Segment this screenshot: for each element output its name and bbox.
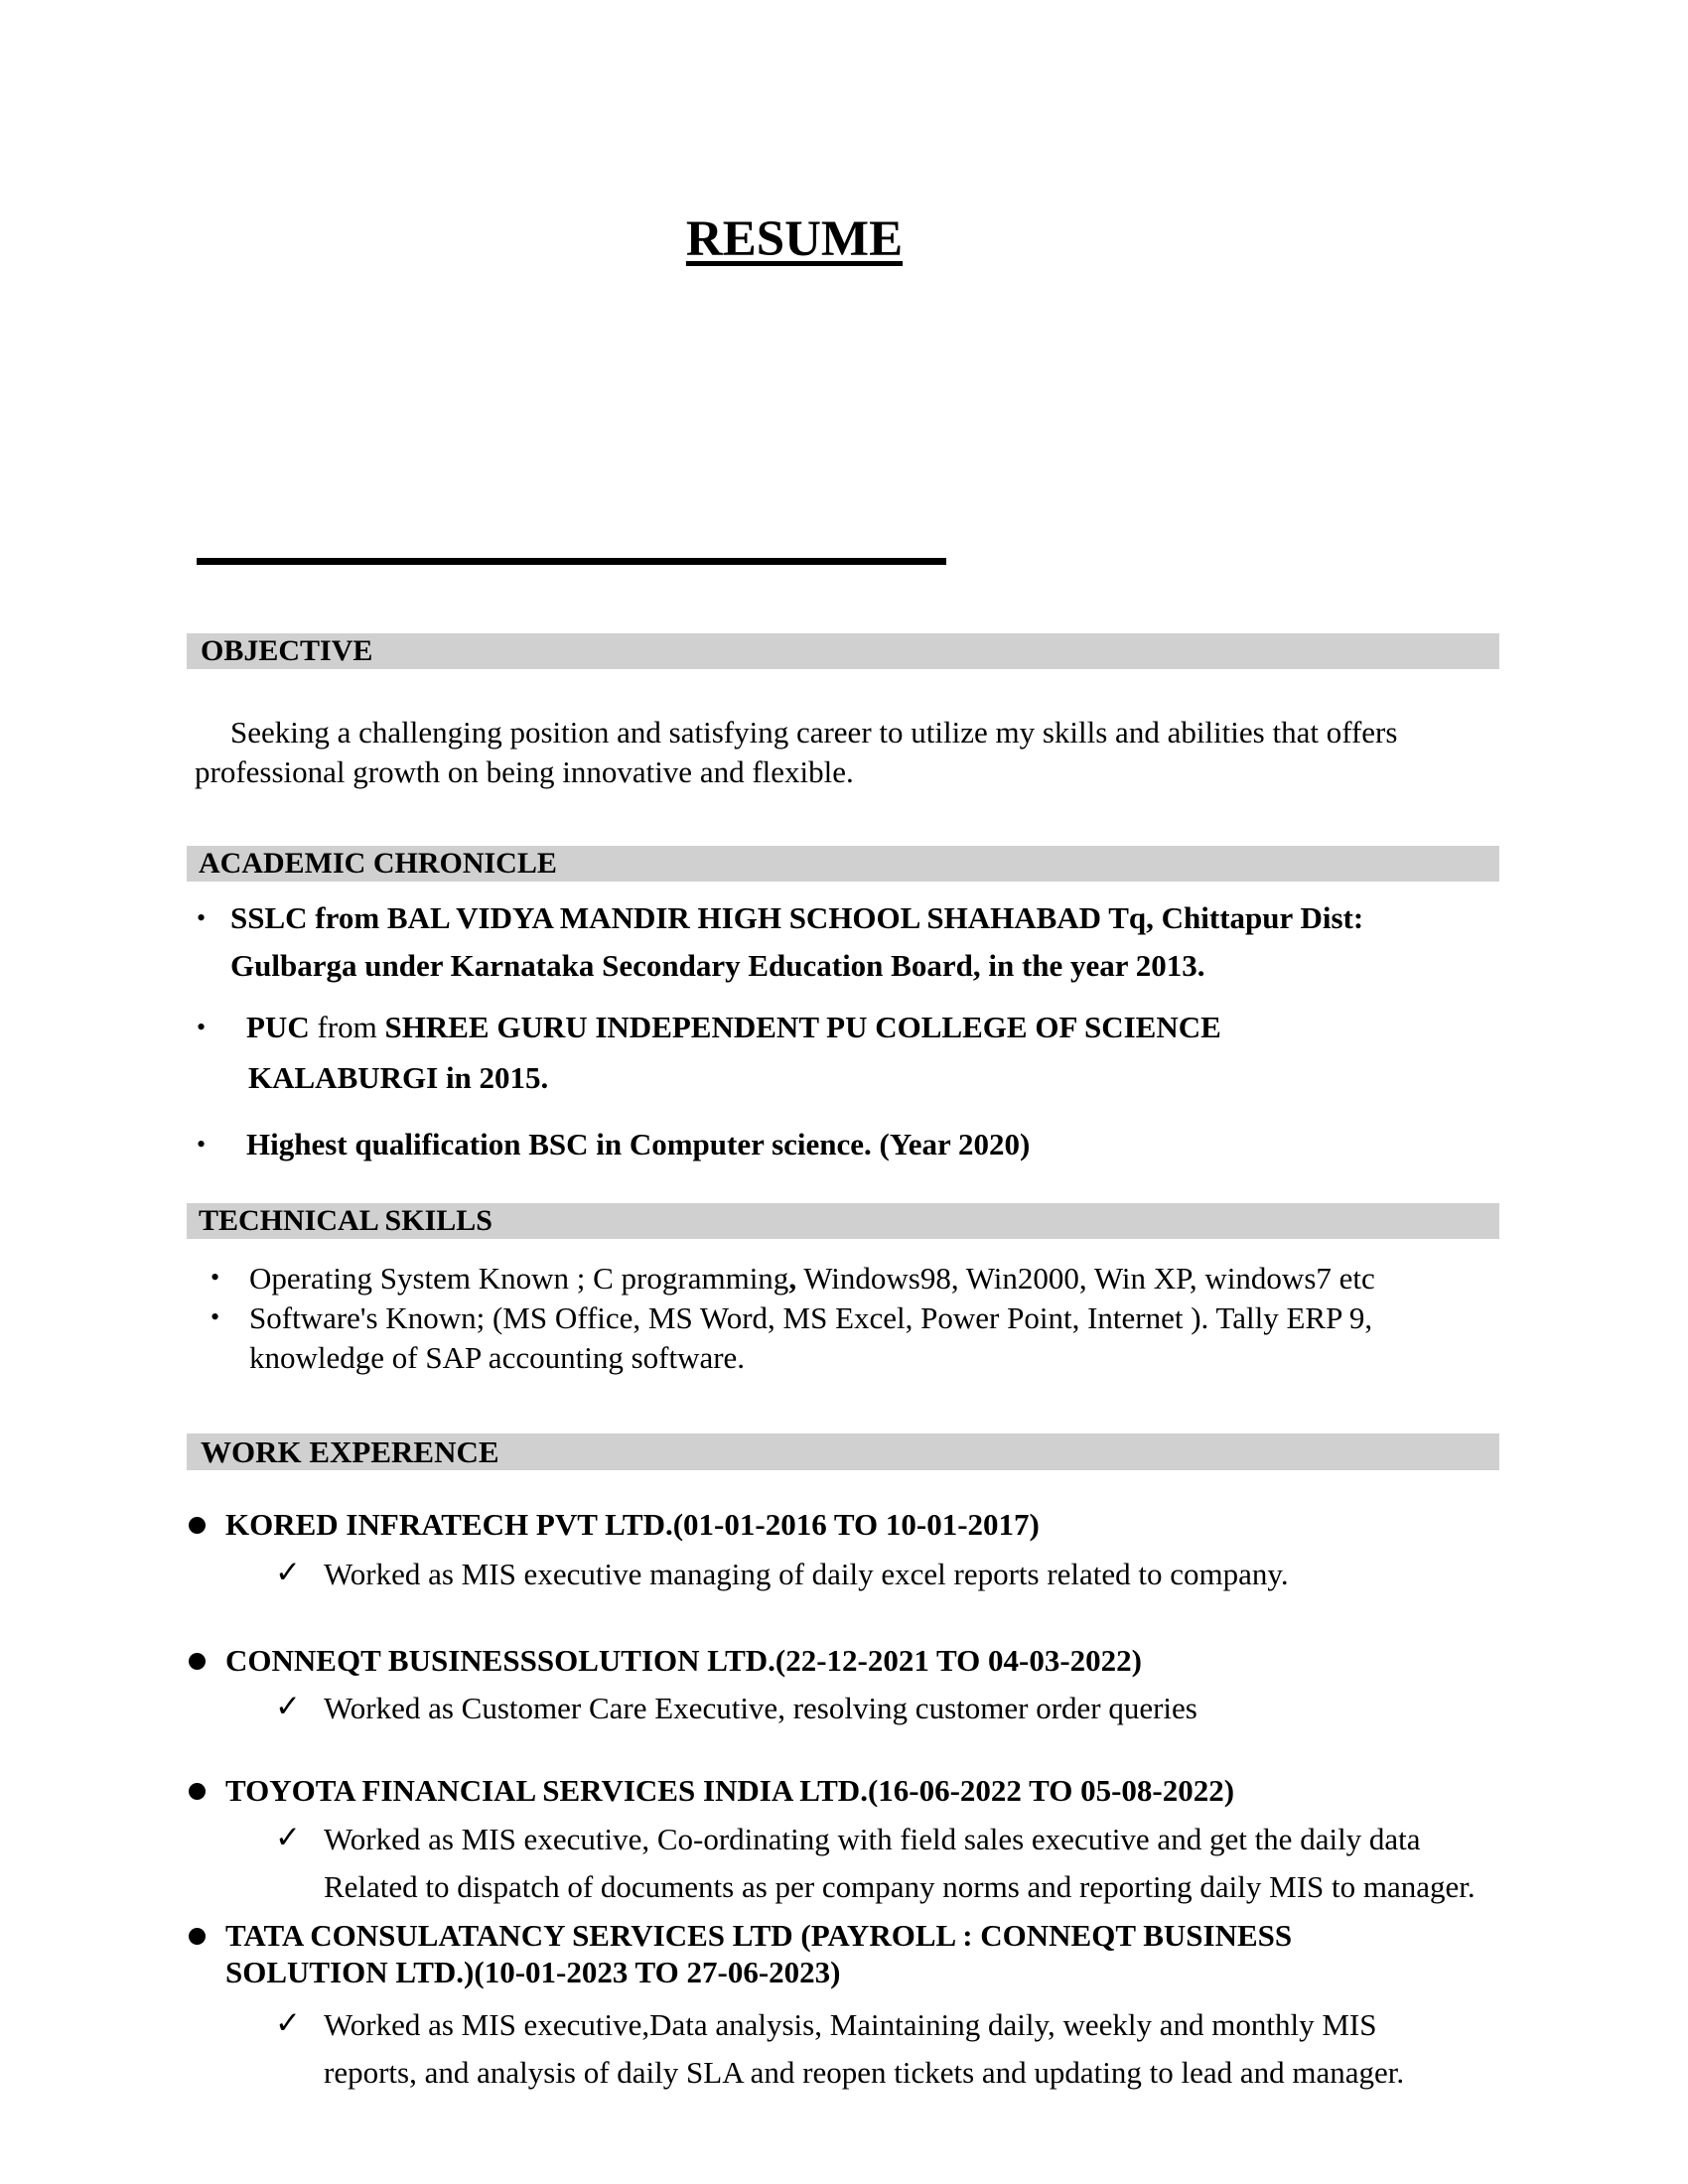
- technical-item-1-a: Operating System Known ; C programming: [249, 1261, 789, 1296]
- job-1-desc: Worked as MIS executive managing of daily excel reports related to company.: [324, 1557, 1289, 1591]
- job-1-title: KORED INFRATECH PVT LTD.(01-01-2016 TO 10-01-2017): [225, 1507, 1040, 1542]
- bullet-dot-icon: [189, 1653, 206, 1670]
- academic-item-2-prefix: PUC: [246, 1010, 310, 1044]
- bullet-icon: •: [197, 1130, 207, 1159]
- checkmark-icon: ✓: [275, 1555, 301, 1590]
- page-title: RESUME: [685, 211, 904, 267]
- job-3-title: TOYOTA FINANCIAL SERVICES INDIA LTD.(16-06-2022 TO 05-08-2022): [225, 1773, 1235, 1808]
- job-4-title-line-1: TATA CONSULATANCY SERVICES LTD (PAYROLL : CONNEQT BUSINESS: [225, 1918, 1293, 1953]
- checkmark-icon: ✓: [275, 2005, 301, 2041]
- job-2-desc: Worked as Customer Care Executive, resolving customer order queries: [324, 1691, 1197, 1725]
- bullet-icon: •: [197, 1013, 207, 1041]
- technical-heading: TECHNICAL SKILLS: [187, 1203, 1499, 1239]
- bullet-icon: •: [211, 1263, 220, 1292]
- academic-heading: ACADEMIC CHRONICLE: [187, 846, 1499, 882]
- technical-item-2-line-1: Software's Known; (MS Office, MS Word, MS Excel, Power Point, Internet ). Tally ERP 9,: [249, 1300, 1373, 1335]
- academic-item-2-from: from: [317, 1010, 377, 1044]
- academic-item-2-line-1: [246, 1010, 1221, 1045]
- checkmark-icon: ✓: [275, 1820, 301, 1855]
- technical-item-2-line-2: knowledge of SAP accounting software.: [249, 1340, 746, 1375]
- objective-line-2: professional growth on being innovative and flexible.: [195, 754, 854, 789]
- academic-item-2-college: SHREE GURU INDEPENDENT PU COLLEGE OF SCIENCE: [384, 1010, 1221, 1044]
- academic-item-3: Highest qualification BSC in Computer science. (Year 2020): [246, 1127, 1031, 1161]
- job-2-title: CONNEQT BUSINESSSOLUTION LTD.(22-12-2021 TO 04-03-2022): [225, 1643, 1143, 1678]
- academic-item-2-line-2: KALABURGI in 2015.: [248, 1060, 549, 1095]
- job-4-title-line-2: SOLUTION LTD.)(10-01-2023 TO 27-06-2023): [225, 1955, 841, 1989]
- checkmark-icon: ✓: [275, 1689, 301, 1724]
- job-4-desc-line-2: reports, and analysis of daily SLA and reopen tickets and updating to lead and manager.: [324, 2055, 1405, 2090]
- academic-item-1-line-2: Gulbarga under Karnataka Secondary Education Board, in the year 2013.: [230, 948, 1205, 983]
- technical-item-1-b: Windows98, Win2000, Win XP, windows7 etc: [803, 1261, 1375, 1296]
- job-4-desc-line-1: Worked as MIS executive,Data analysis, Maintaining daily, weekly and monthly MIS: [324, 2007, 1377, 2042]
- bullet-icon: •: [211, 1302, 220, 1331]
- technical-item-1: [249, 1261, 1375, 1297]
- name-rule: [197, 558, 946, 565]
- bullet-dot-icon: [189, 1517, 206, 1534]
- bullet-dot-icon: [189, 1783, 206, 1800]
- work-heading: WORK EXPERENCE: [187, 1433, 1499, 1470]
- bullet-dot-icon: [189, 1928, 206, 1945]
- objective-heading: OBJECTIVE: [187, 633, 1499, 669]
- academic-item-1-line-1: SSLC from BAL VIDYA MANDIR HIGH SCHOOL SHAHABAD Tq, Chittapur Dist:: [230, 900, 1364, 935]
- job-3-desc-line-1: Worked as MIS executive, Co-ordinating with field sales executive and get the daily data: [324, 1822, 1421, 1856]
- technical-item-1-comma: ,: [788, 1261, 797, 1296]
- bullet-icon: •: [197, 903, 207, 932]
- objective-line-1: Seeking a challenging position and satisfying career to utilize my skills and abilities that offers: [230, 715, 1398, 750]
- job-3-desc-line-2: Related to dispatch of documents as per company norms and reporting daily MIS to manager.: [324, 1869, 1476, 1904]
